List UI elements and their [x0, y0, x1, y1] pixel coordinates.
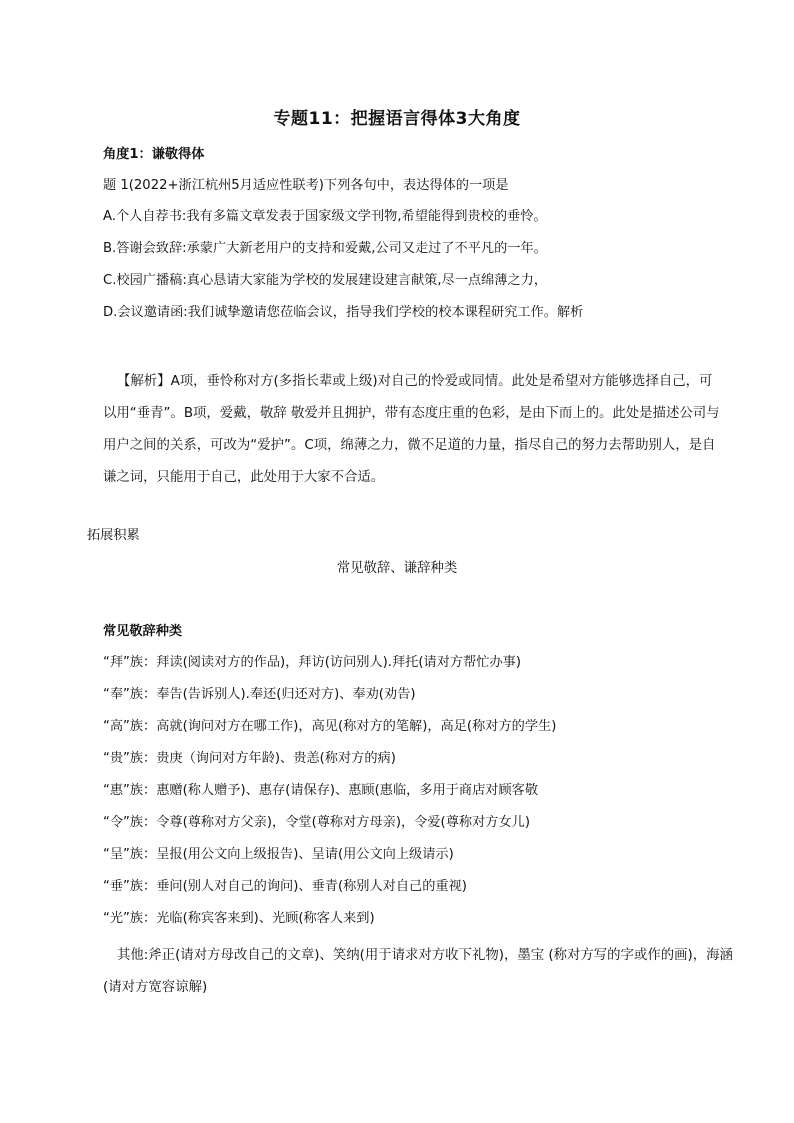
page-title: 专题11：把握语言得体3大角度	[273, 109, 521, 129]
question-option-d: D.会议邀请函:我们诚挚邀请您莅临会议，指导我们学校的校本课程研究工作。解析	[103, 305, 584, 320]
analysis-label: 【解析】	[117, 374, 171, 389]
question-option-c: C.校园广播稿:真心恳请大家能为学校的发展建设建言献策,尽一点绵薄之力，	[103, 273, 548, 288]
list-item: “惠”族：惠赠(称人赠予)、惠存(请保存)、惠顾(惠临，多用于商店对顾客敬	[103, 783, 539, 798]
list-subtitle: 常见敬辞、谦辞种类	[336, 561, 458, 576]
list-item: “令”族：令尊(尊称对方父亲)，令堂(尊称对方母亲)，令爱(尊称对方女儿)	[103, 815, 530, 830]
question-stem: 题 1(2022+浙江杭州5月适应性联考)下列各句中，表达得体的一项是	[103, 178, 509, 193]
list-item: “拜”族：拜读(阅读对方的作品)，拜访(访问别人).拜托(请对方帮忙办事)	[103, 655, 521, 670]
question-option-b: B.答谢会致辞:承蒙广大新老用户的支持和爱戴,公司又走过了不平凡的一年。	[103, 241, 547, 256]
question-option-a: A.个人自荐书:我有多篇文章发表于国家级文学刊物,希望能得到贵校的垂怜。	[103, 209, 547, 224]
section-heading: 角度1：谦敬得体	[103, 147, 205, 162]
analysis-text: A项，垂怜称对方(多指长辈或上级)对自己的怜爱或同情。此处是希望对方能够选择自己，可以用“垂青”。B项，爱戴，敬辞 敬爱并且拥护，带有态度庄重的色彩，是由下而上的。此处是描述公司与用户之间的关系，可改为“爱护”。C项，绵薄之力，微不足道的力量，指尽自己的努力去帮助别人，是自谦之词，只能用于自己，此处用于大家不合适。	[103, 374, 720, 485]
list-item: “呈”族：呈报(用公文向上级报告)、呈请(用公文向上级请示)	[103, 847, 454, 862]
list-item: “垂”族：垂问(别人对自己的询问)、垂青(称别人对自己的重视)	[103, 879, 467, 894]
list-item: “高”族：高就(询问对方在哪工作)，高见(称对方的笔解)，高足(称对方的学生)	[103, 719, 557, 734]
honorific-list	[103, 654, 743, 942]
list-item: “光”族：光临(称宾客来到)、光顾(称客人来到)	[103, 911, 375, 926]
expand-label: 拓展积累	[87, 528, 140, 543]
list-item: “贵”族：贵庚（询问对方年龄)、贵恙(称对方的病)	[103, 751, 396, 766]
list-item: “奉”族：奉告(告诉别人).奉还(归还对方)、奉劝(劝告)	[103, 687, 416, 702]
analysis-paragraph	[103, 366, 723, 494]
other-paragraph: 其他:斧正(请对方母改自己的文章)、笑纳(用于请求对方收下礼物)，墨宝 (称对方写的字或作的画)，海涵(请对方宽容谅解)	[103, 948, 733, 995]
list-heading: 常见敬辞种类	[103, 624, 183, 639]
